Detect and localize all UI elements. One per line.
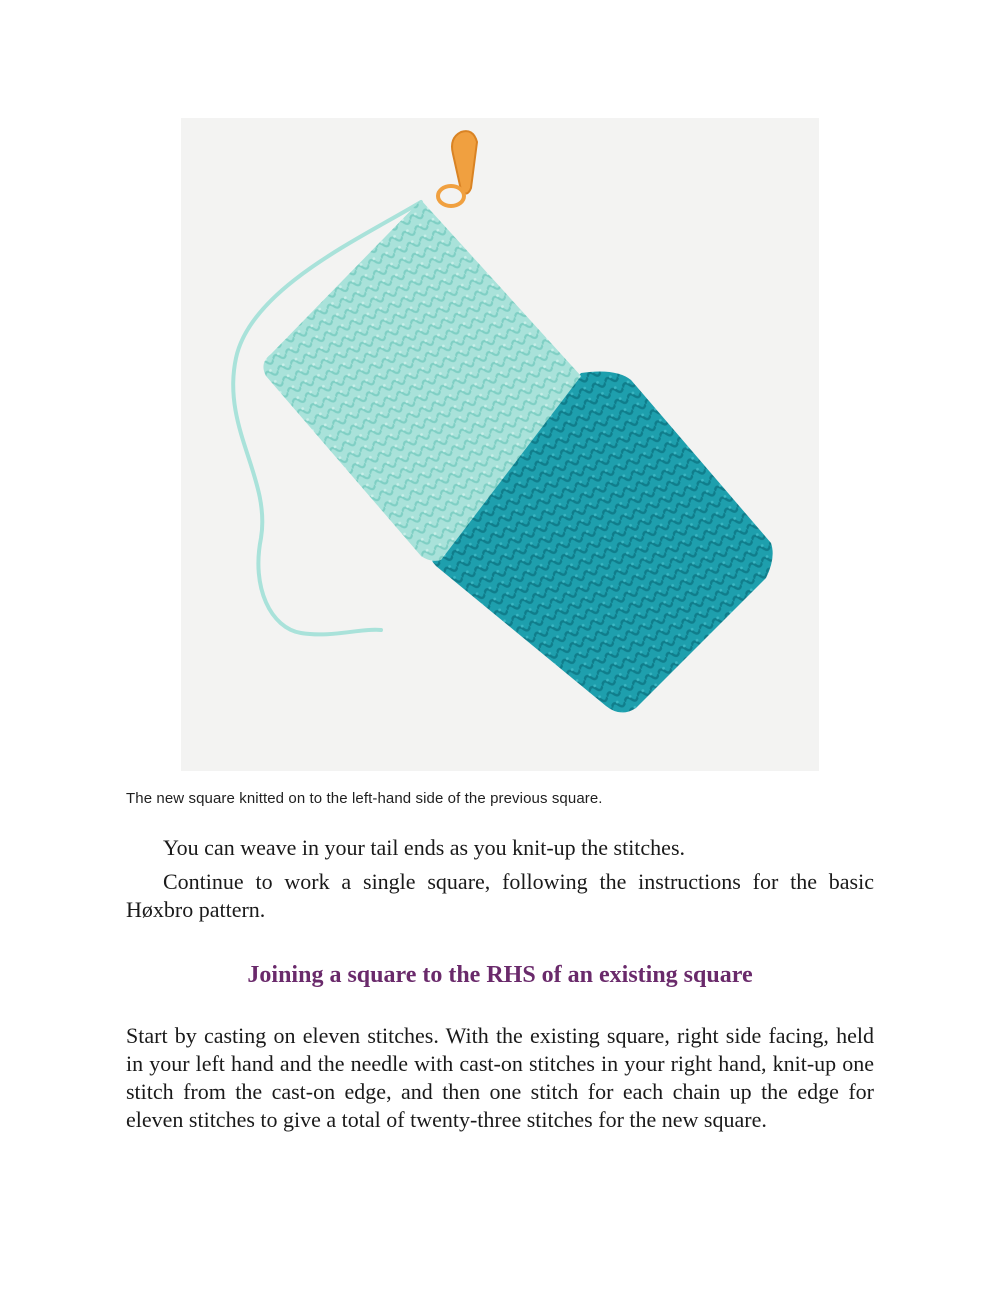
stitch-marker-icon (438, 131, 477, 206)
paragraph-start-casting: Start by casting on eleven stitches. With the existing square, right side facing, held in your left hand and the needle with cast-on stitches in your right hand, knit-up one stitch from the cast-on edge, and then one stitch for each chain up the edge for eleven stitches to give a total of twenty-three stitches for the new square. (126, 1023, 874, 1132)
figure-caption: The new square knitted on to the left-hand side of the previous square. (126, 790, 603, 807)
knitted-squares-illustration (181, 118, 819, 771)
paragraph-continue-work: Continue to work a single square, following the instructions for the basic Høxbro pattern. (126, 869, 874, 922)
knitting-photo (181, 118, 819, 771)
section-heading: Joining a square to the RHS of an existing square (247, 962, 753, 988)
paragraph-weave-tails: You can weave in your tail ends as you knit-up the stitches. (163, 835, 686, 860)
